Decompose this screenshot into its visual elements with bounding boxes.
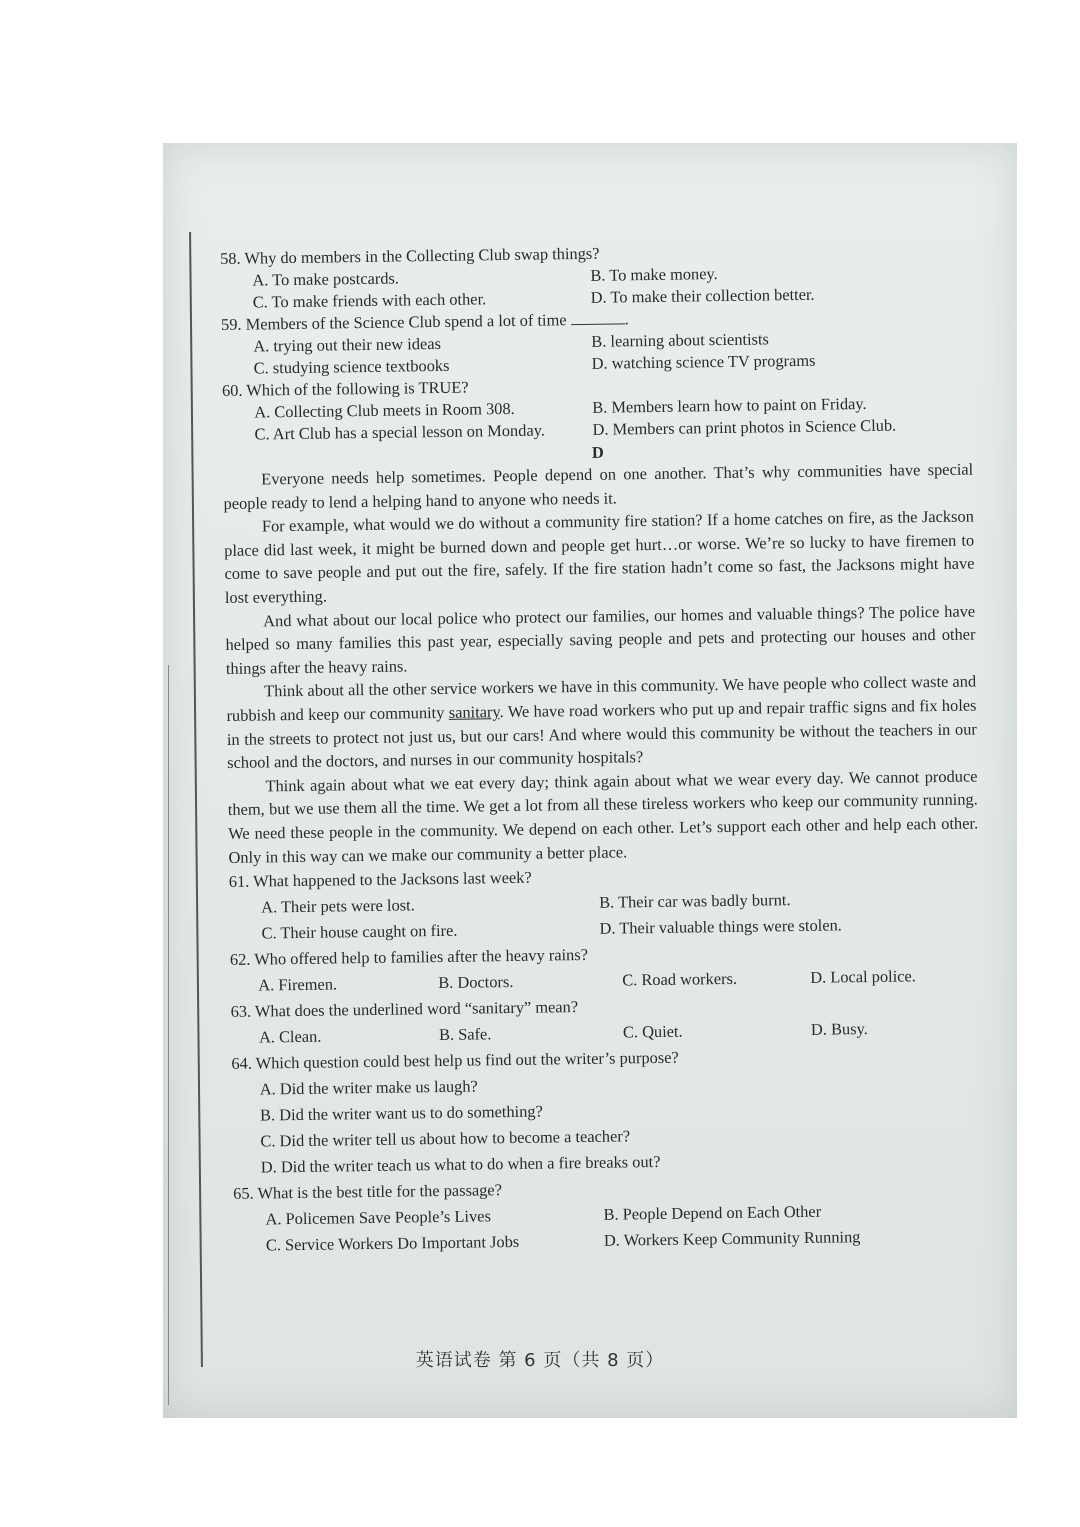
option-64-c: C. Did the writer tell us about how to become a teacher?	[260, 1126, 631, 1151]
option-63-c: C. Quiet.	[622, 1021, 683, 1042]
passage-paragraph: Think about all the other service workers we have in this community. We have people who collect waste and rubbish and keep our community sanitary. We have road workers who put up and repair traffic signs and fix holes in the streets to protect not just us, but our cars! And where would this community be without the teachers in our school and the doctors, and nurses in our community hospitals?	[226, 671, 977, 773]
question-62: 62. Who offered help to families after the heavy rains?	[229, 945, 589, 970]
question-63: 63. What does the underlined word “sanitary” mean?	[230, 997, 579, 1022]
question-65: 65. What is the best title for the passage?	[233, 1180, 503, 1204]
question-64: 64. Which question could best help us find out the writer’s purpose?	[231, 1047, 679, 1074]
option-60-d: D. Members can print photos in Science Club.	[592, 415, 897, 439]
option-64-b: B. Did the writer want us to do something?	[259, 1101, 543, 1125]
option-63-b: B. Safe.	[438, 1024, 492, 1045]
option-60-c: C. Art Club has a special lesson on Monday.	[254, 420, 546, 444]
option-58-a: A. To make postcards.	[252, 268, 400, 290]
option-60-b: B. Members learn how to paint on Friday.	[592, 393, 867, 417]
page-footer: 英语试卷 第 6 页（共 8 页）	[415, 1350, 665, 1371]
option-61-c: C. Their house caught on fire.	[261, 920, 458, 943]
option-61-b: B. Their car was badly burnt.	[599, 890, 791, 912]
passage-paragraph: Think again about what we eat every day; think again about what we wear every day. We cannot produce them, but we use them all the time. We get a lot from all these tireless workers who keep our community running. We need these people in the community. We depend on each other. Let’s support each other and help each other. Only in this way can we make our community a better place.	[227, 766, 979, 867]
option-61-a: A. Their pets were lost.	[261, 895, 415, 917]
passage-paragraph: Everyone needs help sometimes. People depend on one another. That’s why communities have special people ready to lend a helping hand to anyone who needs it.	[223, 459, 974, 513]
option-63-d: D. Busy.	[810, 1019, 868, 1039]
option-65-a: A. Policemen Save People’s Lives	[265, 1206, 492, 1229]
option-59-d: D. watching science TV programs	[591, 350, 816, 373]
option-60-a: A. Collecting Club meets in Room 308.	[254, 398, 515, 422]
passage-paragraph: For example, what would we do without a community fire station? If a home catches on fire, as the Jackson place did last week, it might be burned down and people get hurt…or worse. We’re so lucky to have firemen to come to save people and put out the fire, safely. If the fire station hadn’t come so fast, the Jacksons might have lost everything.	[224, 506, 975, 607]
option-59-a: A. trying out their new ideas	[253, 333, 442, 356]
option-58-d: D. To make their collection better.	[590, 284, 815, 307]
option-62-b: B. Doctors.	[438, 972, 514, 993]
option-61-d: D. Their valuable things were stolen.	[599, 915, 842, 938]
question-59: 59. Members of the Science Club spend a lot of time .	[220, 309, 629, 334]
option-62-a: A. Firemen.	[258, 974, 338, 995]
option-65-c: C. Service Workers Do Important Jobs	[265, 1232, 520, 1255]
underlined-word: sanitary	[448, 702, 500, 722]
option-59-c: C. studying science textbooks	[253, 355, 450, 378]
option-65-d: D. Workers Keep Community Running	[603, 1227, 861, 1250]
question-58: 58. Why do members in the Collecting Club swap things?	[220, 243, 600, 268]
section-letter: D	[591, 442, 604, 462]
option-58-b: B. To make money.	[590, 264, 718, 285]
exam-content	[220, 238, 984, 1259]
passage-paragraph: And what about our local police who protect our families, our homes and valuable things? The police have helped so many families this past year, especially saving people and pets and protecting our houses and other things after the heavy rains.	[225, 601, 976, 678]
option-63-a: A. Clean.	[258, 1026, 322, 1047]
option-62-c: C. Road workers.	[622, 968, 738, 990]
margin-line-left	[168, 665, 169, 1405]
answer-blank	[571, 309, 625, 325]
question-60: 60. Which of the following is TRUE?	[221, 377, 469, 400]
option-59-b: B. learning about scientists	[591, 329, 770, 351]
option-62-d: D. Local police.	[810, 966, 916, 987]
option-65-b: B. People Depend on Each Other	[603, 1201, 822, 1224]
option-58-c: C. To make friends with each other.	[252, 289, 487, 312]
option-64-d: D. Did the writer teach us what to do when a fire breaks out?	[260, 1152, 661, 1177]
option-64-a: A. Did the writer make us laugh?	[259, 1076, 478, 1099]
question-61: 61. What happened to the Jacksons last week?	[228, 867, 532, 892]
